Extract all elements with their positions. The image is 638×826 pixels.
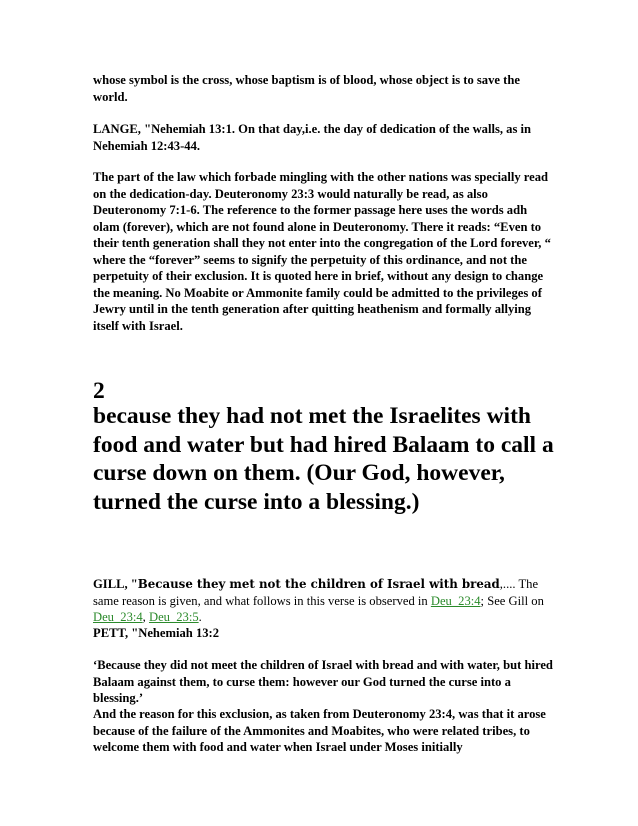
gill-prefix: GILL, " [93, 577, 138, 591]
paragraph-gill [93, 576, 553, 626]
paragraph-lange-body: The part of the law which forbade mingling with the other nations was specially read on the dedication-day. Deuteronomy 23:3 would naturally be read, as also Deuteronomy 7:1-6. The reference to the former passage here uses the words adh olam (forever), which are not found alone in Deuteronomy. There it reads: “Even to their tenth generation shall they not enter into the congregation of the Lord forever, “ where the “forever” seems to signify the perpetuity of this ordinance, and not the perpetuity of their exclusion. It is quoted here in brief, without any design to change the meaning. No Moabite or Ammonite family could be admitted to the privileges of Jewry until in the tenth generation after quitting heathenism and formally allying itself with Israel. [93, 170, 551, 333]
gill-lead: Because they met not the children of Israel with bread [137, 577, 500, 591]
scripture-link-deu-23-5[interactable]: Deu_23:5 [148, 610, 199, 624]
gill-dots: ,.... [499, 577, 516, 591]
verse-number: 2 [93, 378, 105, 404]
scripture-link-deu-23-4[interactable]: Deu_23:4 [430, 593, 481, 608]
gill-text-2: ; See Gill on [480, 593, 544, 608]
paragraph-pett-quote: ‘Because they did not meet the children of Israel with bread and with water, but hired Balaam against them, to curse them: however our God turned the curse into a blessing.’ [93, 658, 553, 705]
scripture-link-deu-23-4-second[interactable]: Deu_23:4 [93, 610, 143, 624]
verse-text: because they had not met the Israelites with food and water but had hired Balaam to call a curse down on them. (Our God, however, turned the curse into a blessing.) [93, 403, 554, 515]
paragraph-intro: whose symbol is the cross, whose baptism is of blood, whose object is to save the world. [93, 73, 520, 104]
paragraph-lange-heading: LANGE, "Nehemiah 13:1. On that day,i.e. the day of dedication of the walls, as in Nehemiah 12:43-44. [93, 122, 532, 153]
gill-separator: , [142, 610, 149, 624]
gill-end: . [198, 610, 202, 624]
gill-text-1: The same reason is given, and what follows in this verse is observed in [93, 577, 539, 608]
paragraph-pett-heading: PETT, "Nehemiah 13:2 [93, 626, 220, 640]
paragraph-pett-body: And the reason for this exclusion, as taken from Deuteronomy 23:4, was that it arose because of the failure of the Ammonites and Moabites, who were related tribes, to welcome them with food and water when Israel under Moses initially [93, 707, 546, 754]
